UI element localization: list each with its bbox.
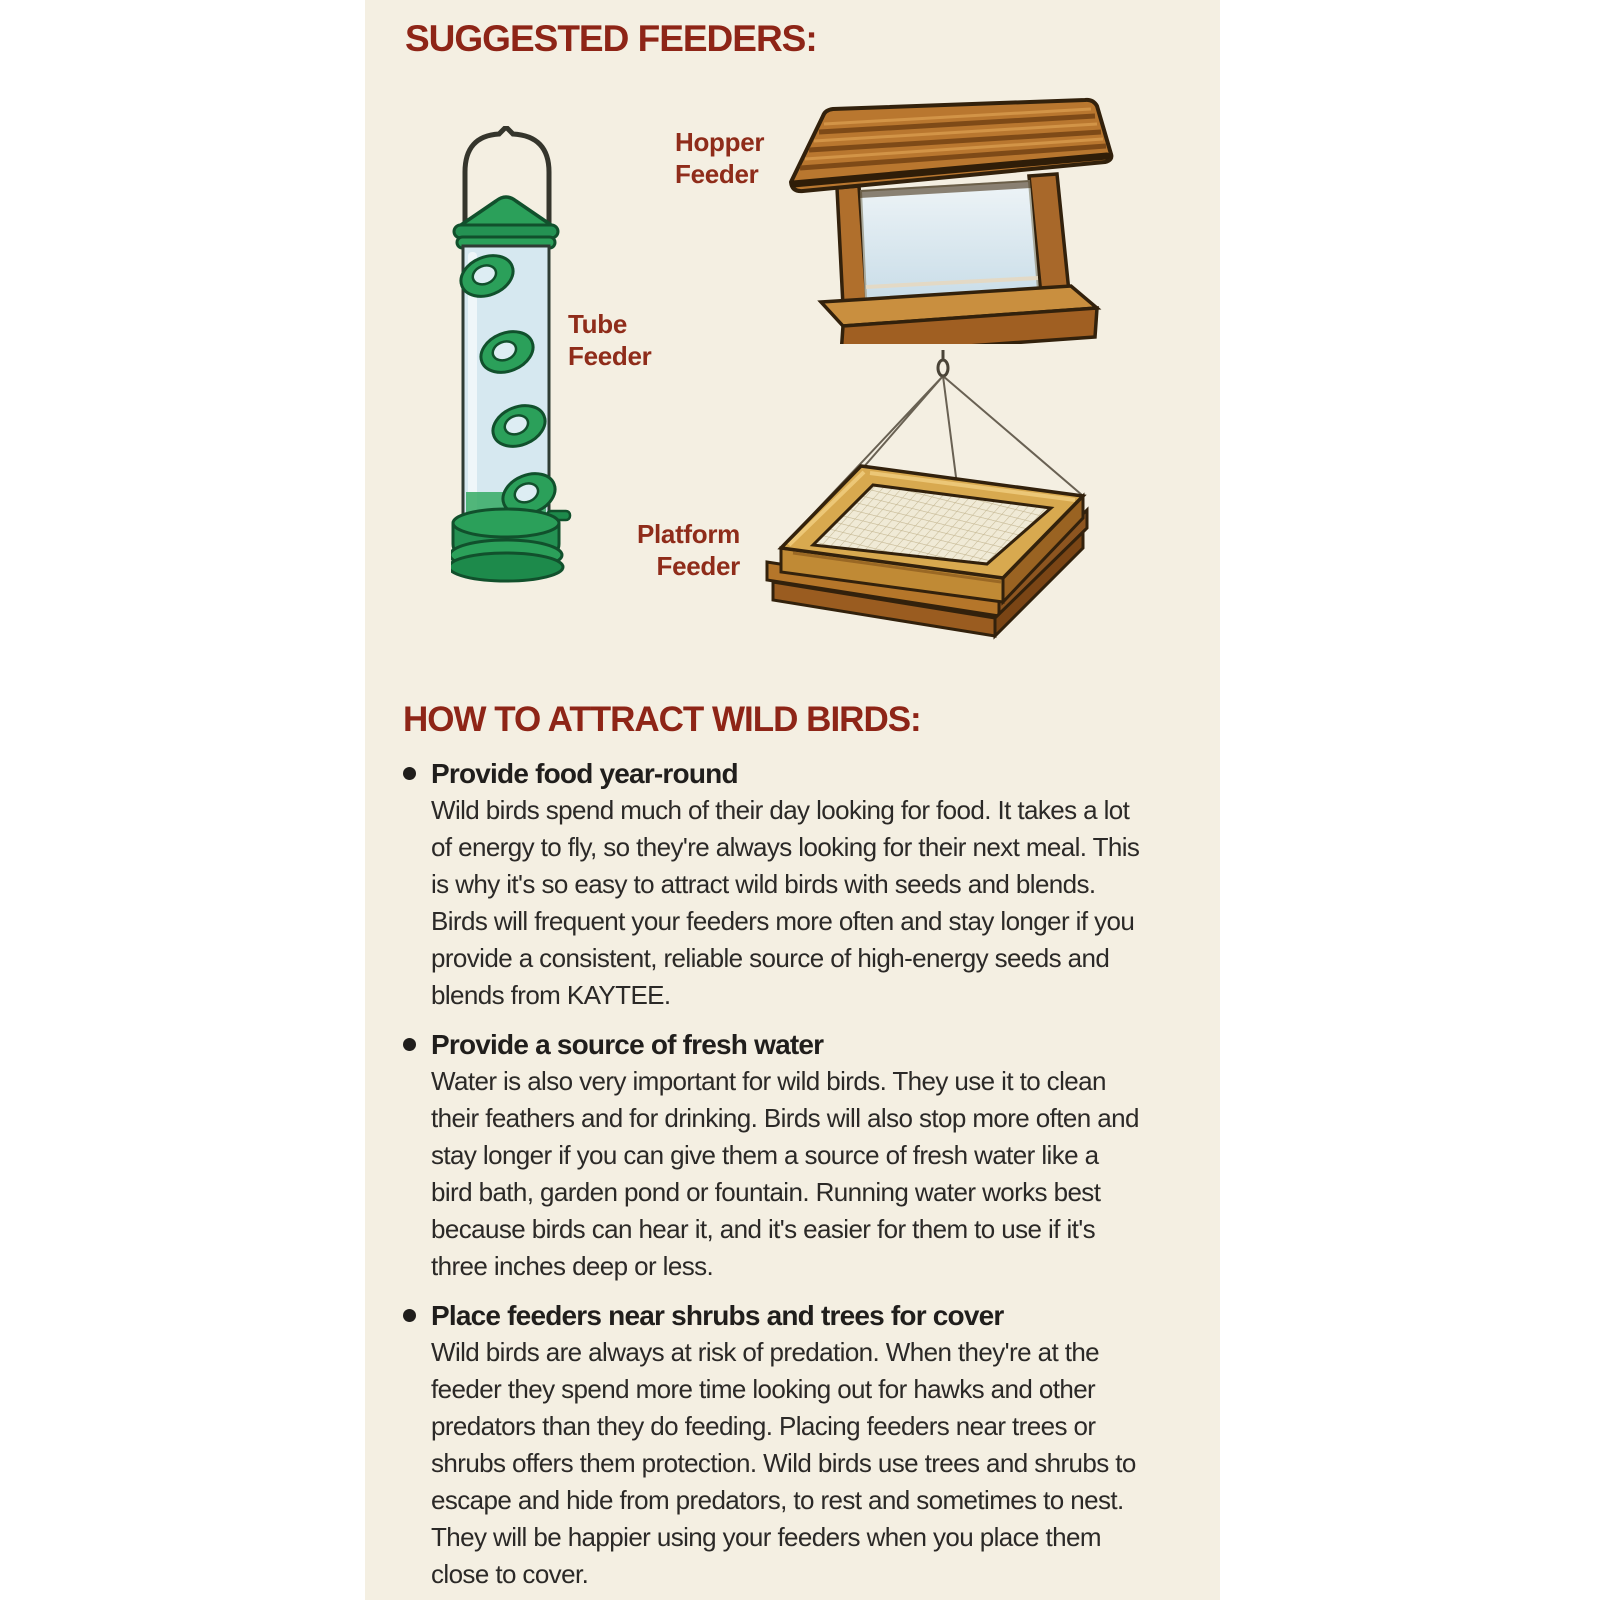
tube-feeder-illustration [451,126,583,586]
bullet-icon [403,1309,416,1322]
tip-provide-food [403,756,1148,1014]
hopper-feeder-window [860,181,1038,299]
tip-fresh-water-heading: Provide a source of fresh water [431,1029,824,1060]
how-to-attract-section [403,700,1148,1600]
tip-content [431,1298,1148,1593]
tip-provide-food-body: Wild birds spend much of their day looking for food. It takes a lot of energy to fly, so they're always looking for their next meal. This is why it's so easy to attract wild birds with seeds and blends. Birds will frequent your feeders more often and stay longer if you provide a consistent, reliable source of high-energy seeds and blends from KAYTEE. [431,795,1140,1010]
hopper-feeder-roof [791,100,1111,191]
platform-feeder-illustration [733,348,1113,648]
tube-feeder-cap [454,197,558,248]
hopper-feeder-illustration [779,94,1114,344]
label-panel [365,0,1220,1600]
tip-cover-body: Wild birds are always at risk of predation. When they're at the feeder they spend more time looking out for hawks and other predators than they do feeding. Placing feeders near trees or shrubs offers them protection. Wild birds use trees and shrubs to escape and hide from predators, to rest and sometimes to nest. They will be happier using your feeders when you place them close to cover. [431,1337,1136,1589]
tube-feeder-base [451,509,563,581]
how-to-attract-title: HOW TO ATTRACT WILD BIRDS: [403,700,921,739]
platform-feeder-label: Platform Feeder [636,519,740,581]
tip-content [431,756,1148,1014]
bullet-icon [403,1038,416,1051]
bullet-icon [403,767,416,780]
hopper-feeder-label: Hopper Feeder [675,127,765,189]
tip-fresh-water [403,1027,1148,1285]
tip-provide-food-heading: Provide food year-round [431,758,738,789]
tip-fresh-water-body: Water is also very important for wild birds. They use it to clean their feathers and for drinking. Birds will also stop more often and stay longer if you can give them a source of fresh water like a bird bath, garden pond or fountain. Running water works best because birds can hear it, and it's easier for them to use if it's three inches deep or less. [431,1066,1139,1281]
tip-cover [403,1298,1148,1593]
tube-feeder-label: Tube Feeder [568,309,652,371]
tip-cover-heading: Place feeders near shrubs and trees for cover [431,1300,1004,1331]
tip-content [431,1027,1148,1285]
suggested-feeders-title: SUGGESTED FEEDERS: [405,18,817,59]
